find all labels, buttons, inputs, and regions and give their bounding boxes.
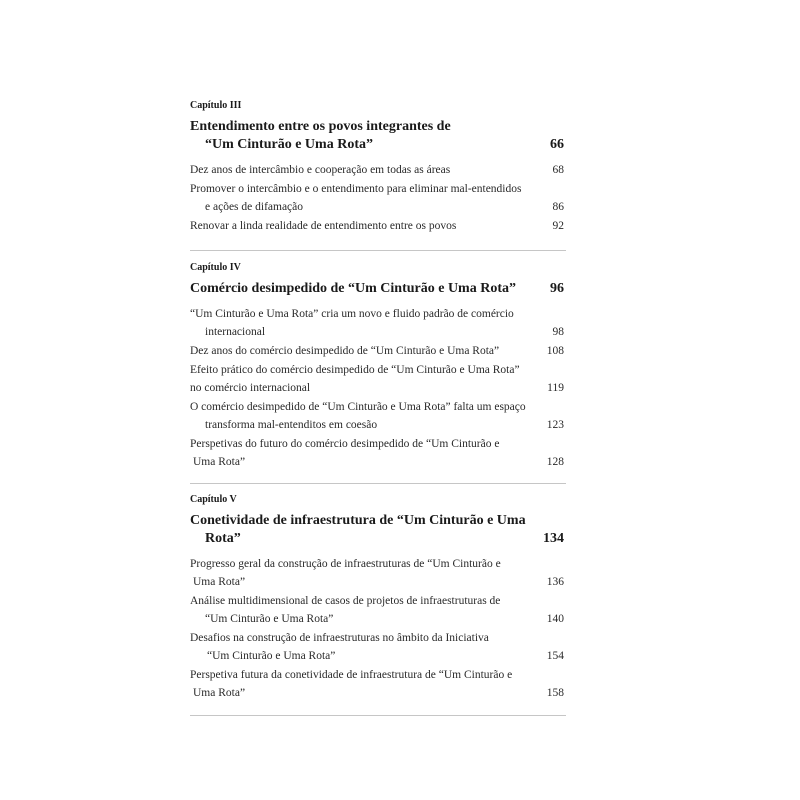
entry-text [190, 666, 528, 702]
toc-entry [190, 398, 564, 434]
chapter-title-line: Rota” [205, 531, 241, 546]
entry-page-number: 92 [552, 220, 564, 232]
toc-entry [190, 629, 564, 665]
entry-page-number: 128 [546, 456, 564, 468]
entry-page-number: 98 [552, 326, 564, 338]
entry-page-number: 86 [552, 201, 564, 213]
toc-entry [190, 161, 564, 179]
entry-text [190, 398, 528, 434]
section-divider [190, 715, 566, 716]
entry-line: “Um Cinturão e Uma Rota” cria um novo e fluido padrão de comércio [190, 308, 514, 320]
entry-page-number: 68 [552, 164, 564, 176]
chapter-entries [190, 305, 564, 471]
entry-line-continued: transforma mal-entenditos em coesão [205, 419, 378, 431]
entry-line: Dez anos de intercâmbio e cooperação em todas as áreas [190, 164, 451, 176]
entry-text [190, 161, 528, 179]
entry-page-number: 108 [546, 345, 564, 357]
chapter-page-number: 134 [543, 531, 564, 546]
chapter-title [190, 280, 564, 298]
chapter-section [190, 494, 564, 702]
chapter-title [190, 512, 564, 548]
entry-line-continued: no comércio internacional [190, 382, 311, 394]
entry-line-continued: “Um Cinturão e Uma Rota” [207, 650, 336, 662]
entry-line: Progresso geral da construção de infraestruturas de “Um Cinturão e [190, 558, 501, 570]
entry-page-number: 136 [546, 576, 564, 588]
chapter-page-number: 96 [550, 281, 564, 296]
chapter-section [190, 262, 564, 471]
entry-text [190, 342, 528, 360]
toc-entry [190, 435, 564, 471]
entry-line-continued: Uma Rota” [193, 576, 246, 588]
chapter-section [190, 100, 564, 235]
entry-text [190, 180, 528, 216]
entry-text [190, 555, 528, 591]
chapter-title-text [190, 118, 524, 154]
entry-text [190, 592, 528, 628]
entry-line: Dez anos do comércio desimpedido de “Um Cinturão e Uma Rota” [190, 345, 500, 357]
entry-page-number: 123 [546, 419, 564, 431]
entry-line: O comércio desimpedido de “Um Cinturão e Uma Rota” falta um espaço [190, 401, 526, 413]
entry-line: Desafios na construção de infraestruturas no âmbito da Iniciativa [190, 632, 489, 644]
chapter-title-line: Conetividade de infraestrutura de “Um Cinturão e Uma [190, 513, 526, 528]
chapter-title-line: “Um Cinturão e Uma Rota” [205, 137, 373, 152]
entry-line-continued: e ações de difamação [205, 201, 304, 213]
chapter-title-text [190, 512, 524, 548]
toc-entry [190, 305, 564, 341]
entry-text [190, 217, 528, 235]
entry-line: Promover o intercâmbio e o entendimento para eliminar mal-entendidos [190, 183, 522, 195]
toc-entry [190, 342, 564, 360]
toc-entry [190, 592, 564, 628]
chapter-title [190, 118, 564, 154]
chapter-title-line: Comércio desimpedido de “Um Cinturão e Uma Rota” [190, 281, 516, 296]
entry-line: Perspetiva futura da conetividade de infraestrutura de “Um Cinturão e [190, 669, 513, 681]
entry-text [190, 305, 528, 341]
toc-entry [190, 217, 564, 235]
section-divider [190, 250, 566, 251]
toc-entry [190, 180, 564, 216]
chapter-label: Capítulo IV [190, 262, 241, 273]
toc-entry [190, 555, 564, 591]
chapter-title-text [190, 280, 524, 298]
entry-text [190, 435, 528, 471]
entry-text [190, 629, 528, 665]
chapter-entries [190, 161, 564, 235]
entry-page-number: 154 [546, 650, 564, 662]
entry-page-number: 119 [547, 382, 564, 394]
entry-line-continued: Uma Rota” [193, 456, 246, 468]
entry-page-number: 158 [546, 687, 564, 699]
chapter-label: Capítulo III [190, 100, 242, 111]
entry-text [190, 361, 528, 397]
entry-line: Perspetivas do futuro do comércio desimpedido de “Um Cinturão e [190, 438, 500, 450]
chapter-title-line: Entendimento entre os povos integrantes de [190, 119, 451, 134]
chapter-page-number: 66 [550, 137, 564, 152]
toc-entry [190, 666, 564, 702]
entry-line-continued: Uma Rota” [193, 687, 246, 699]
entry-line-continued: internacional [205, 326, 266, 338]
toc-entry [190, 361, 564, 397]
entry-line: Efeito prático do comércio desimpedido de “Um Cinturão e Uma Rota” [190, 364, 520, 376]
entry-page-number: 140 [546, 613, 564, 625]
entry-line: Análise multidimensional de casos de projetos de infraestruturas de [190, 595, 501, 607]
chapter-label: Capítulo V [190, 494, 237, 505]
chapter-entries [190, 555, 564, 702]
entry-line: Renovar a linda realidade de entendimento entre os povos [190, 220, 457, 232]
entry-line-continued: “Um Cinturão e Uma Rota” [205, 613, 334, 625]
section-divider [190, 483, 566, 484]
